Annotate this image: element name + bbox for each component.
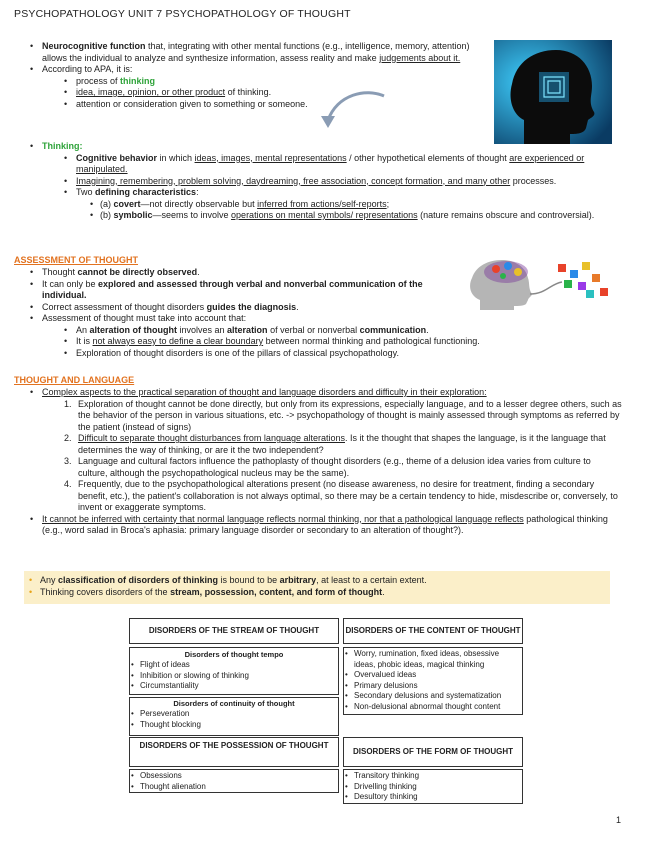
list-item: • It cannot be inferred with certainty that normal language reflects normal thinking, nor that a pathological language reflects pathological thinking (e.g., word salad in Broca's aphasia: primary language disorder or secondary to an alteration of thought?). [28, 514, 622, 537]
list-item: • (b) symbolic—seems to involve operations on mental symbols/ representations (nature remains obscure and controversial). [28, 210, 620, 222]
form-items [344, 770, 522, 803]
list-item: • Circumstantiality [130, 681, 338, 692]
list-item: • Complex aspects to the practical separation of thought and language disorders and difficulty in their exploration: [28, 387, 622, 399]
box-title: DISORDERS OF THE STREAM OF THOUGHT [148, 626, 320, 635]
list-item: • Desultory thinking [344, 792, 522, 803]
section-heading-assessment: ASSESSMENT OF THOUGHT [14, 255, 139, 265]
list-item: • Exploration of thought disorders is one of the pillars of classical psychopathology. [28, 348, 628, 360]
list-item: • It is not always easy to define a clear boundary between normal thinking and pathological functioning. [28, 336, 628, 348]
language-list [28, 387, 622, 537]
form-title-box [343, 737, 523, 767]
list-item: 2. Difficult to separate thought disturbances from language alterations. Is it the thought that shapes the language, is it the language that determines the way of thinking, or are it the two independent? [64, 433, 606, 455]
list-item: • Thought blocking [130, 720, 338, 731]
list-item: • Imagining, remembering, problem solving, daydreaming, free association, concept formation, and many other processes. [28, 176, 620, 188]
box-title: DISORDERS OF THE CONTENT OF THOUGHT [345, 626, 521, 635]
list-item: • Primary delusions [344, 681, 522, 692]
list-item: • Worry, rumination, fixed ideas, obsessive ideas, phobic ideas, magical thinking [344, 649, 522, 670]
list-item: • Cognitive behavior in which ideas, images, mental representations / other hypothetical elements of thought are experienced or manipulated. [28, 153, 620, 176]
list-item: • Thinking: [28, 141, 620, 153]
intro-list [28, 41, 490, 110]
list-item: • Two defining characteristics: [28, 187, 620, 199]
list-item: • Neurocognitive function that, integrating with other mental functions (e.g., intelligence, memory, attention) allows the individual to analyze and synthesize information, assess reality and make judgements about it. [28, 41, 490, 64]
head-silhouette-image [494, 40, 612, 144]
list-item: • Thought cannot be directly observed. [28, 267, 628, 279]
possession-title-box [129, 737, 339, 767]
highlight-box [24, 571, 610, 604]
content-items [344, 648, 522, 712]
list-item: • According to APA, it is: [28, 64, 490, 76]
tempo-items [130, 660, 338, 692]
tempo-box [129, 647, 339, 695]
list-item: 3. Language and cultural factors influence the pathoplasty of thought disorders (e.g., theme of a delusion idea varies from culture to culture, although the psychopathological nucleus may be the same). [64, 456, 591, 478]
content-title-box [343, 618, 523, 644]
list-item: • It can only be explored and assessed through verbal and nonverbal communication of the individual. [28, 279, 458, 302]
list-item: • Inhibition or slowing of thinking [130, 671, 338, 682]
box-title: DISORDERS OF THE POSSESSION OF THOUGHT [139, 741, 329, 750]
continuity-items [130, 709, 338, 730]
box-subtitle: Disorders of thought tempo [184, 650, 284, 659]
list-item: • (a) covert—not directly observable but inferred from actions/self-reports; [28, 199, 620, 211]
thinking-list [28, 141, 620, 222]
assessment-list [28, 267, 628, 359]
list-item: • Thinking covers disorders of the stream, possession, content, and form of thought. [24, 587, 610, 599]
list-item: • Drivelling thinking [344, 782, 522, 793]
page-title: PSYCHOPATHOLOGY UNIT 7 PSYCHOPATHOLOGY OF THOUGHT [14, 8, 351, 20]
content-box [343, 647, 523, 715]
list-item: • Transitory thinking [344, 771, 522, 782]
box-subtitle: Disorders of continuity of thought [173, 699, 295, 708]
list-item: 1. Exploration of thought cannot be done directly, but only from its expressions, especially language, and to a lesser degree others, such as the behavior of the person in various situations, etc. -> psychopathology of thought is mainly assessed through symptoms as referred by the patient (instead of signs) [64, 398, 622, 432]
curved-arrow-icon [318, 90, 388, 132]
list-item: • Obsessions [130, 771, 338, 782]
list-item: • idea, image, opinion, or other product of thinking. [28, 87, 490, 99]
list-item: • Correct assessment of thought disorders guides the diagnosis. [28, 302, 628, 314]
list-item: • Flight of ideas [130, 660, 338, 671]
stream-title-box [129, 618, 339, 644]
list-item: • An alteration of thought involves an alteration of verbal or nonverbal communication. [28, 325, 628, 337]
continuity-box [129, 697, 339, 736]
list-item: • Any classification of disorders of thinking is bound to be arbitrary, at least to a certain extent. [24, 575, 610, 587]
list-item: • Assessment of thought must take into account that: [28, 313, 628, 325]
form-box [343, 769, 523, 804]
list-item: • Thought alienation [130, 782, 338, 793]
possession-items [130, 770, 338, 792]
box-title: DISORDERS OF THE FORM OF THOUGHT [353, 747, 513, 756]
list-item: • Perseveration [130, 709, 338, 720]
section-heading-language: THOUGHT AND LANGUAGE [14, 375, 135, 385]
possession-box [129, 769, 339, 793]
list-item: • Secondary delusions and systematization [344, 691, 522, 702]
list-item: • Non-delusional abnormal thought content [344, 702, 522, 713]
list-item: • Overvalued ideas [344, 670, 522, 681]
list-item: • process of thinking [28, 76, 490, 88]
list-item: 4. Frequently, due to the psychopathological alterations present (no disease awareness, no desire for treatment, finding a secondary benefit, etc.), the patient's collaboration is not always optimal, so there may be a certain tendency to hide, misdescribe or, conversely, to invent or exaggerate symptoms. [64, 479, 618, 512]
list-item: • attention or consideration given to something or someone. [28, 99, 490, 111]
page-number: 1 [615, 814, 621, 825]
